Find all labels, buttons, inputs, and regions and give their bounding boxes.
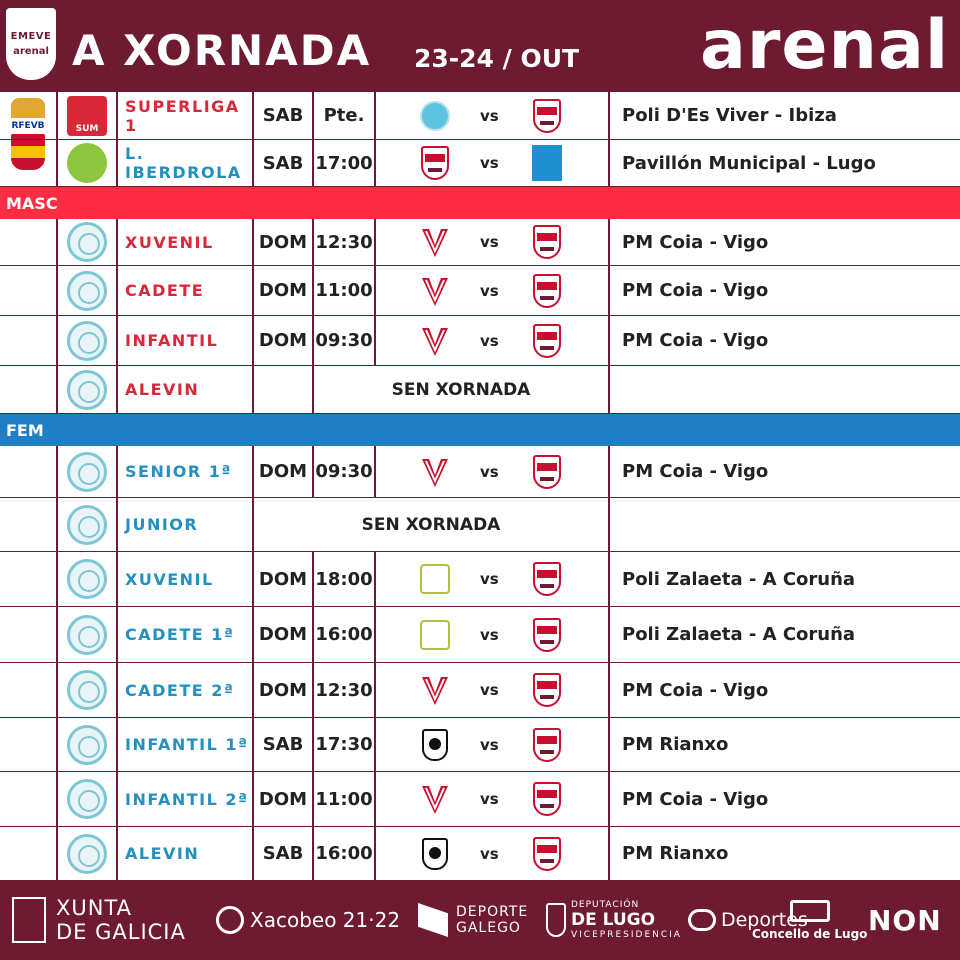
vs-label: vs [480, 735, 499, 754]
category-label: INFANTIL 2ª [116, 772, 252, 826]
venue: Pavillón Municipal - Lugo [608, 140, 960, 186]
category-label: INFANTIL 1ª [116, 718, 252, 771]
non-logo: NON [868, 903, 942, 937]
xunta-arms-icon [12, 897, 46, 943]
category-label: SUPERLIGA 1 [116, 92, 252, 139]
match-day: SAB [252, 92, 312, 139]
deporte-line2: GALEGO [456, 920, 521, 936]
volleyball-icon [67, 559, 107, 599]
matchup [374, 446, 608, 497]
xunta-line2: DE GALICIA [56, 920, 186, 944]
category-label: INFANTIL [116, 316, 252, 365]
match-row [0, 552, 960, 607]
emeve-shield-icon [533, 618, 561, 652]
match-time: 09:30 [312, 316, 374, 365]
section-fem: FEM [0, 414, 960, 446]
rfevb-label: RFEVB [11, 121, 45, 131]
deportes-label: Deportes [720, 909, 808, 931]
emeve-shield-icon [533, 324, 561, 358]
match-time: 16:00 [312, 827, 374, 880]
match-row [0, 718, 960, 772]
match-time: 12:30 [312, 219, 374, 265]
volleyball-icon [67, 222, 107, 262]
venue: PM Coia - Vigo [608, 663, 960, 717]
match-time: 12:30 [312, 663, 374, 717]
home-team-logo [420, 224, 450, 260]
match-day: SAB [252, 718, 312, 771]
category-label: CADETE [116, 266, 252, 315]
vs-label: vs [480, 570, 499, 588]
cvz-logo-icon [420, 620, 450, 650]
home-team-logo [420, 454, 450, 490]
home-team-logo [420, 672, 450, 708]
matchup [374, 316, 608, 365]
away-team-logo [532, 561, 562, 597]
match-day: DOM [252, 607, 312, 662]
match-day: DOM [252, 663, 312, 717]
venue: PM Rianxo [608, 718, 960, 771]
vs-label: vs [480, 462, 499, 481]
emeve-shield-icon [533, 782, 561, 816]
matchup [374, 140, 608, 186]
venue: PM Rianxo [608, 827, 960, 880]
category-label: XUVENIL [116, 552, 252, 606]
away-team-logo [532, 727, 562, 763]
away-team-logo [532, 145, 562, 181]
venue: PM Coia - Vigo [608, 446, 960, 497]
match-row [0, 446, 960, 498]
vs-label: vs [480, 790, 499, 808]
header [0, 0, 960, 92]
matchup [374, 607, 608, 662]
venue: Poli D'Es Viver - Ibiza [608, 92, 960, 139]
away-team-logo [532, 617, 562, 653]
category-label: CADETE 2ª [116, 663, 252, 717]
category-label: JUNIOR [116, 498, 252, 551]
venue: PM Coia - Vigo [608, 266, 960, 315]
match-row [0, 316, 960, 366]
volleyball-icon [67, 615, 107, 655]
vigo-club-logo-icon [420, 225, 450, 259]
volleyball-icon [67, 505, 107, 545]
emeve-shield-icon [533, 274, 561, 308]
match-time: 09:30 [312, 446, 374, 497]
xunta-logo [12, 880, 186, 960]
matchup [374, 266, 608, 315]
deputacion-top: DEPUTACIÓN [571, 899, 640, 910]
xacobeo-label: Xacobeo 21·22 [250, 908, 401, 932]
category-label: CADETE 1ª [116, 607, 252, 662]
away-team-logo [532, 224, 562, 260]
away-team-logo [532, 672, 562, 708]
emeve-shield-icon [533, 99, 561, 133]
deputacion-main: DE LUGO [571, 909, 656, 930]
match-row [0, 498, 960, 552]
matchup [374, 552, 608, 606]
home-team-logo [420, 617, 450, 653]
vigo-club-logo-icon [420, 782, 450, 816]
match-row [0, 219, 960, 266]
home-team-logo [420, 836, 450, 872]
match-day: DOM [252, 316, 312, 365]
emeve-shield-icon [421, 146, 449, 180]
venue: Poli Zalaeta - A Coruña [608, 552, 960, 606]
deporte-galego-logo [418, 880, 528, 960]
club-logo [6, 8, 56, 80]
match-time: 11:00 [312, 266, 374, 315]
concello-lugo-logo [752, 880, 867, 960]
volleyball-icon [67, 834, 107, 874]
match-time: 17:00 [312, 140, 374, 186]
matchup [374, 92, 608, 139]
emeve-shield-icon [533, 225, 561, 259]
matchup [374, 718, 608, 771]
match-row [0, 140, 960, 187]
volleyball-icon [67, 670, 107, 710]
category-label: ALEVIN [116, 366, 252, 413]
city-wall-icon [790, 900, 830, 922]
rings-icon [688, 909, 716, 931]
volleyball-icon [67, 452, 107, 492]
vs-label: vs [480, 625, 499, 644]
away-team-logo [532, 98, 562, 134]
match-day: DOM [252, 772, 312, 826]
match-time: Pte. [312, 92, 374, 139]
vs-label: vs [480, 281, 499, 300]
home-team-logo [420, 323, 450, 359]
vs-label: vs [480, 844, 499, 863]
match-row [0, 266, 960, 316]
venue: PM Coia - Vigo [608, 772, 960, 826]
home-team-logo [420, 781, 450, 817]
match-row [0, 92, 960, 140]
rianxo-logo-icon [422, 729, 448, 761]
match-row [0, 663, 960, 718]
away-team-logo [532, 781, 562, 817]
no-match-note: SEN XORNADA [312, 366, 608, 413]
category-label: SENIOR 1ª [116, 446, 252, 497]
matchup [374, 219, 608, 265]
vigo-club-logo-icon [420, 673, 450, 707]
vs-label: vs [480, 233, 499, 251]
deputacion-sub: VICEPRESIDENCIA [571, 929, 682, 940]
emeve-shield-icon [533, 455, 561, 489]
home-team-logo [420, 727, 450, 763]
xunta-line1: XUNTA [56, 896, 133, 920]
venue: Poli Zalaeta - A Coruña [608, 607, 960, 662]
volleyball-icon [67, 370, 107, 410]
deporte-line1: DEPORTE [456, 904, 529, 920]
category-label: XUVENIL [116, 219, 252, 265]
match-day: DOM [252, 219, 312, 265]
match-day: DOM [252, 266, 312, 315]
lugo-arms-icon [546, 903, 566, 937]
concello-label: Concello de Lugo [752, 926, 868, 941]
home-team-logo [420, 561, 450, 597]
match-row [0, 772, 960, 827]
match-day: DOM [252, 446, 312, 497]
match-day: SAB [252, 140, 312, 186]
category-label: ALEVIN [116, 827, 252, 880]
xacobeo-logo [216, 880, 400, 960]
section-masc: MASC [0, 187, 960, 219]
match-time: 18:00 [312, 552, 374, 606]
away-team-logo [532, 323, 562, 359]
venue: PM Coia - Vigo [608, 316, 960, 365]
no-match-note: SEN XORNADA [252, 498, 608, 551]
page-title: A XORNADA [72, 26, 372, 75]
cvz-logo-icon [420, 564, 450, 594]
match-row [0, 827, 960, 880]
match-time: 16:00 [312, 607, 374, 662]
club-logo-sponsor: arenal [13, 46, 49, 57]
volleyball-icon [67, 779, 107, 819]
home-team-logo [420, 273, 450, 309]
away-team-logo [532, 836, 562, 872]
match-row [0, 607, 960, 663]
home-team-logo [420, 98, 450, 134]
emeve-shield-icon [533, 673, 561, 707]
vs-label: vs [480, 154, 499, 172]
volleyball-icon [67, 725, 107, 765]
away-team-logo [532, 273, 562, 309]
away-team-logo [532, 454, 562, 490]
venue: PM Coia - Vigo [608, 219, 960, 265]
scallop-shell-icon [216, 906, 244, 934]
match-day: DOM [252, 552, 312, 606]
club-logo-name: EMEVE [10, 31, 52, 42]
emeve-shield-icon [533, 728, 561, 762]
matchup [374, 827, 608, 880]
sponsor-logo: arenal [700, 6, 950, 85]
match-time: 17:30 [312, 718, 374, 771]
vs-label: vs [480, 106, 499, 125]
superliga-icon [67, 96, 107, 136]
vigo-club-logo-icon [420, 274, 450, 308]
home-team-logo [420, 145, 450, 181]
vigo-club-logo-icon [420, 455, 450, 489]
match-row [0, 366, 960, 414]
category-label: L. IBERDROLA [116, 140, 252, 186]
match-time: 11:00 [312, 772, 374, 826]
rianxo-logo-icon [422, 838, 448, 870]
sponsor-footer [0, 880, 960, 960]
deporte-galego-mark-icon [418, 903, 448, 937]
volleyball-icon [67, 321, 107, 361]
volleyball-icon [67, 271, 107, 311]
matchup [374, 772, 608, 826]
vigo-club-logo-icon [420, 324, 450, 358]
emeve-shield-icon [533, 837, 561, 871]
vs-label: vs [480, 681, 499, 699]
match-day: SAB [252, 827, 312, 880]
leganes-logo-icon [532, 145, 562, 181]
emeve-shield-icon [533, 562, 561, 596]
matchup [374, 663, 608, 717]
liga-iberdrola-icon [67, 143, 107, 183]
vs-label: vs [480, 331, 499, 350]
ibiza-logo-icon [420, 101, 450, 131]
date-range: 23-24 / OUT [414, 44, 580, 73]
